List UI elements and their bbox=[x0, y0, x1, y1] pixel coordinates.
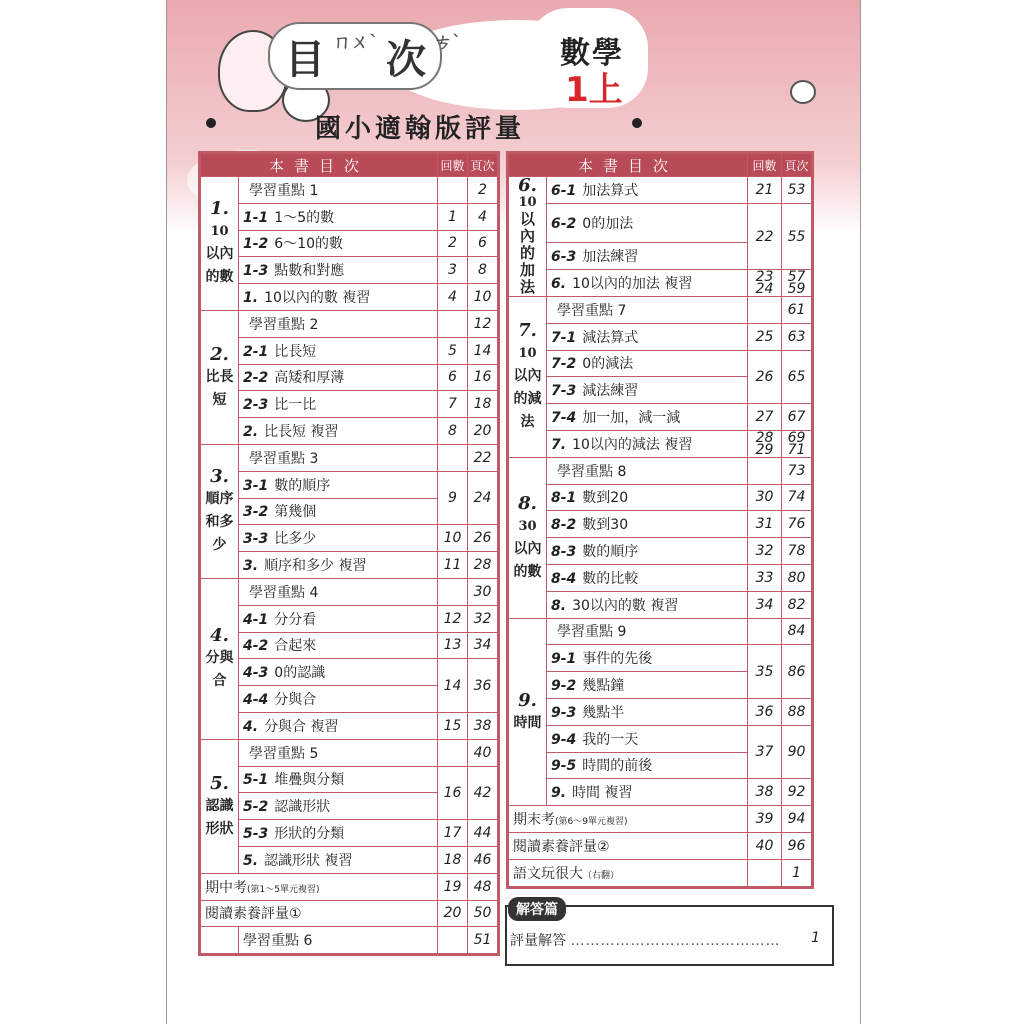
table-row[interactable]: 8-2 數到30 31 76 bbox=[509, 511, 812, 538]
table-row[interactable]: 9-1 事件的先後 35 86 bbox=[509, 645, 812, 672]
table-row[interactable]: 6. 10 以內的加法 6-1 加法算式 21 53 bbox=[509, 177, 812, 204]
table-row[interactable]: 7-1 減法算式 25 63 bbox=[509, 323, 812, 350]
answers-page: 1 bbox=[811, 930, 820, 946]
table-row[interactable]: 2-3 比一比 7 18 bbox=[201, 391, 498, 418]
table-row[interactable]: 5. 認識形狀 學習重點 5 40 bbox=[201, 739, 498, 766]
table-row[interactable]: 3-1 數的順序 9 24 bbox=[201, 471, 498, 498]
table-row[interactable]: 3-3 比多少 10 26 bbox=[201, 525, 498, 552]
table-row[interactable]: 2-1 比長短 5 14 bbox=[201, 337, 498, 364]
toc-left-column bbox=[198, 151, 500, 956]
header-issue: 回數 bbox=[438, 154, 468, 177]
table-row[interactable]: 7-4 加一加，減一減 27 67 bbox=[509, 404, 812, 431]
table-row[interactable]: 2. 比長短 學習重點 2 12 bbox=[201, 310, 498, 337]
table-row[interactable]: 4-3 0的認識 14 36 bbox=[201, 659, 498, 686]
subtitle-dot-right bbox=[632, 118, 642, 128]
table-row[interactable]: 9. 時間 複習 38 92 bbox=[509, 779, 812, 806]
answers-entry[interactable] bbox=[510, 930, 820, 950]
table-row[interactable]: 4-2 合起來 13 34 bbox=[201, 632, 498, 659]
toc-left-table bbox=[200, 153, 498, 954]
table-row[interactable]: 5. 認識形狀 複習 18 46 bbox=[201, 846, 498, 873]
header-contents: 本書目次 bbox=[201, 154, 438, 177]
table-row[interactable]: 2-2 高矮和厚薄 6 16 bbox=[201, 364, 498, 391]
table-row[interactable]: 5-1 堆疊與分類 16 42 bbox=[201, 766, 498, 793]
table-row[interactable]: 6-3 加法練習 bbox=[509, 243, 812, 270]
table-row[interactable]: 9-4 我的一天 37 90 bbox=[509, 725, 812, 752]
table-row[interactable]: 7-2 0的減法 26 65 bbox=[509, 350, 812, 377]
table-row[interactable]: 9-5 時間的前後 bbox=[509, 752, 812, 779]
table-row[interactable]: 9-2 幾點鐘 bbox=[509, 672, 812, 699]
table-row[interactable]: 1-1 1～5的數 1 4 bbox=[201, 203, 498, 230]
unit-label: 3. 順序和多少 bbox=[201, 444, 239, 578]
table-row[interactable]: 4. 分與合 複習 15 38 bbox=[201, 712, 498, 739]
unit-label: 2. 比長短 bbox=[201, 310, 239, 444]
table-row[interactable]: 8-4 數的比較 33 80 bbox=[509, 564, 812, 591]
page-title: 目$^{ㄇㄨˋ}$ 次$^{ㄘˋ}$ bbox=[285, 32, 461, 83]
grade-label: 1上 bbox=[565, 70, 623, 110]
table-row[interactable]: 1. 10以內的數 複習 4 10 bbox=[201, 284, 498, 311]
subject-label: 數學 bbox=[560, 36, 624, 71]
table-row[interactable]: 4-4 分與合 bbox=[201, 686, 498, 713]
table-row[interactable]: 7-3 減法練習 bbox=[509, 377, 812, 404]
table-row[interactable]: 閱讀素養評量② 40 96 bbox=[509, 832, 812, 859]
table-header-row bbox=[201, 154, 498, 177]
table-row[interactable]: 3. 順序和多少 學習重點 3 22 bbox=[201, 444, 498, 471]
table-row[interactable]: 1-2 6～10的數 2 6 bbox=[201, 230, 498, 257]
header-page: 頁次 bbox=[782, 154, 812, 177]
table-row[interactable]: 8-1 數到20 30 74 bbox=[509, 484, 812, 511]
unit-label: 8. 30 以內的數 bbox=[509, 457, 547, 618]
table-row[interactable]: 2. 比長短 複習 8 20 bbox=[201, 418, 498, 445]
table-row[interactable]: 7. 10以內的減法 複習 28 29 69 71 bbox=[509, 430, 812, 457]
table-row[interactable]: 8. 30以內的數 複習 34 82 bbox=[509, 591, 812, 618]
table-row[interactable]: 學習重點 6 51 bbox=[201, 927, 498, 954]
answers-leader: …………………………………… bbox=[570, 933, 781, 949]
table-row[interactable]: 1. 10 以內的數 學習重點 1 2 bbox=[201, 177, 498, 204]
table-row[interactable]: 1-3 點數和對應 3 8 bbox=[201, 257, 498, 284]
header-page: 頁次 bbox=[468, 154, 498, 177]
table-row[interactable]: 語文玩很大（右翻） 1 bbox=[509, 859, 812, 886]
table-row[interactable]: 9-3 幾點半 36 88 bbox=[509, 698, 812, 725]
toc-right-column bbox=[506, 151, 814, 889]
unit-label: 9. 時間 bbox=[509, 618, 547, 806]
unit-label: 4. 分與合 bbox=[201, 578, 239, 739]
table-row[interactable]: 期末考(第6～9單元複習) 39 94 bbox=[509, 806, 812, 833]
table-row[interactable]: 6. 10以內的加法 複習 23 24 57 59 bbox=[509, 270, 812, 297]
table-row[interactable]: 6-2 0的加法 22 55 bbox=[509, 203, 812, 243]
table-row[interactable]: 3. 順序和多少 複習 11 28 bbox=[201, 552, 498, 579]
table-row[interactable]: 8. 30 以內的數 學習重點 8 73 bbox=[509, 457, 812, 484]
table-row[interactable]: 4. 分與合 學習重點 4 30 bbox=[201, 578, 498, 605]
table-row[interactable]: 5-3 形狀的分類 17 44 bbox=[201, 820, 498, 847]
unit-label: 5. 認識形狀 bbox=[201, 739, 239, 873]
table-row[interactable]: 4-1 分分看 12 32 bbox=[201, 605, 498, 632]
table-row[interactable]: 閱讀素養評量① 20 50 bbox=[201, 900, 498, 927]
small-chick-icon bbox=[790, 80, 816, 104]
table-row[interactable]: 期中考(第1～5單元複習) 19 48 bbox=[201, 873, 498, 900]
table-row[interactable]: 7. 10 以內的減法 學習重點 7 61 bbox=[509, 297, 812, 324]
table-row[interactable]: 5-2 認識形狀 bbox=[201, 793, 498, 820]
edition-subtitle: 國小適翰版評量 bbox=[314, 114, 525, 144]
answers-label: 評量解答 bbox=[510, 933, 566, 949]
table-row[interactable]: 9. 時間 學習重點 9 84 bbox=[509, 618, 812, 645]
toc-right-table bbox=[508, 153, 812, 887]
table-row[interactable]: 8-3 數的順序 32 78 bbox=[509, 538, 812, 565]
unit-label: 1. 10 以內的數 bbox=[201, 177, 239, 311]
unit-label: 7. 10 以內的減法 bbox=[509, 297, 547, 458]
unit-label: 6. 10 以內的加法 bbox=[509, 177, 547, 297]
table-header-row bbox=[509, 154, 812, 177]
header-contents: 本書目次 bbox=[509, 154, 748, 177]
table-row[interactable]: 3-2 第幾個 bbox=[201, 498, 498, 525]
header-issue: 回數 bbox=[748, 154, 782, 177]
answers-heading: 解答篇 bbox=[508, 897, 566, 921]
